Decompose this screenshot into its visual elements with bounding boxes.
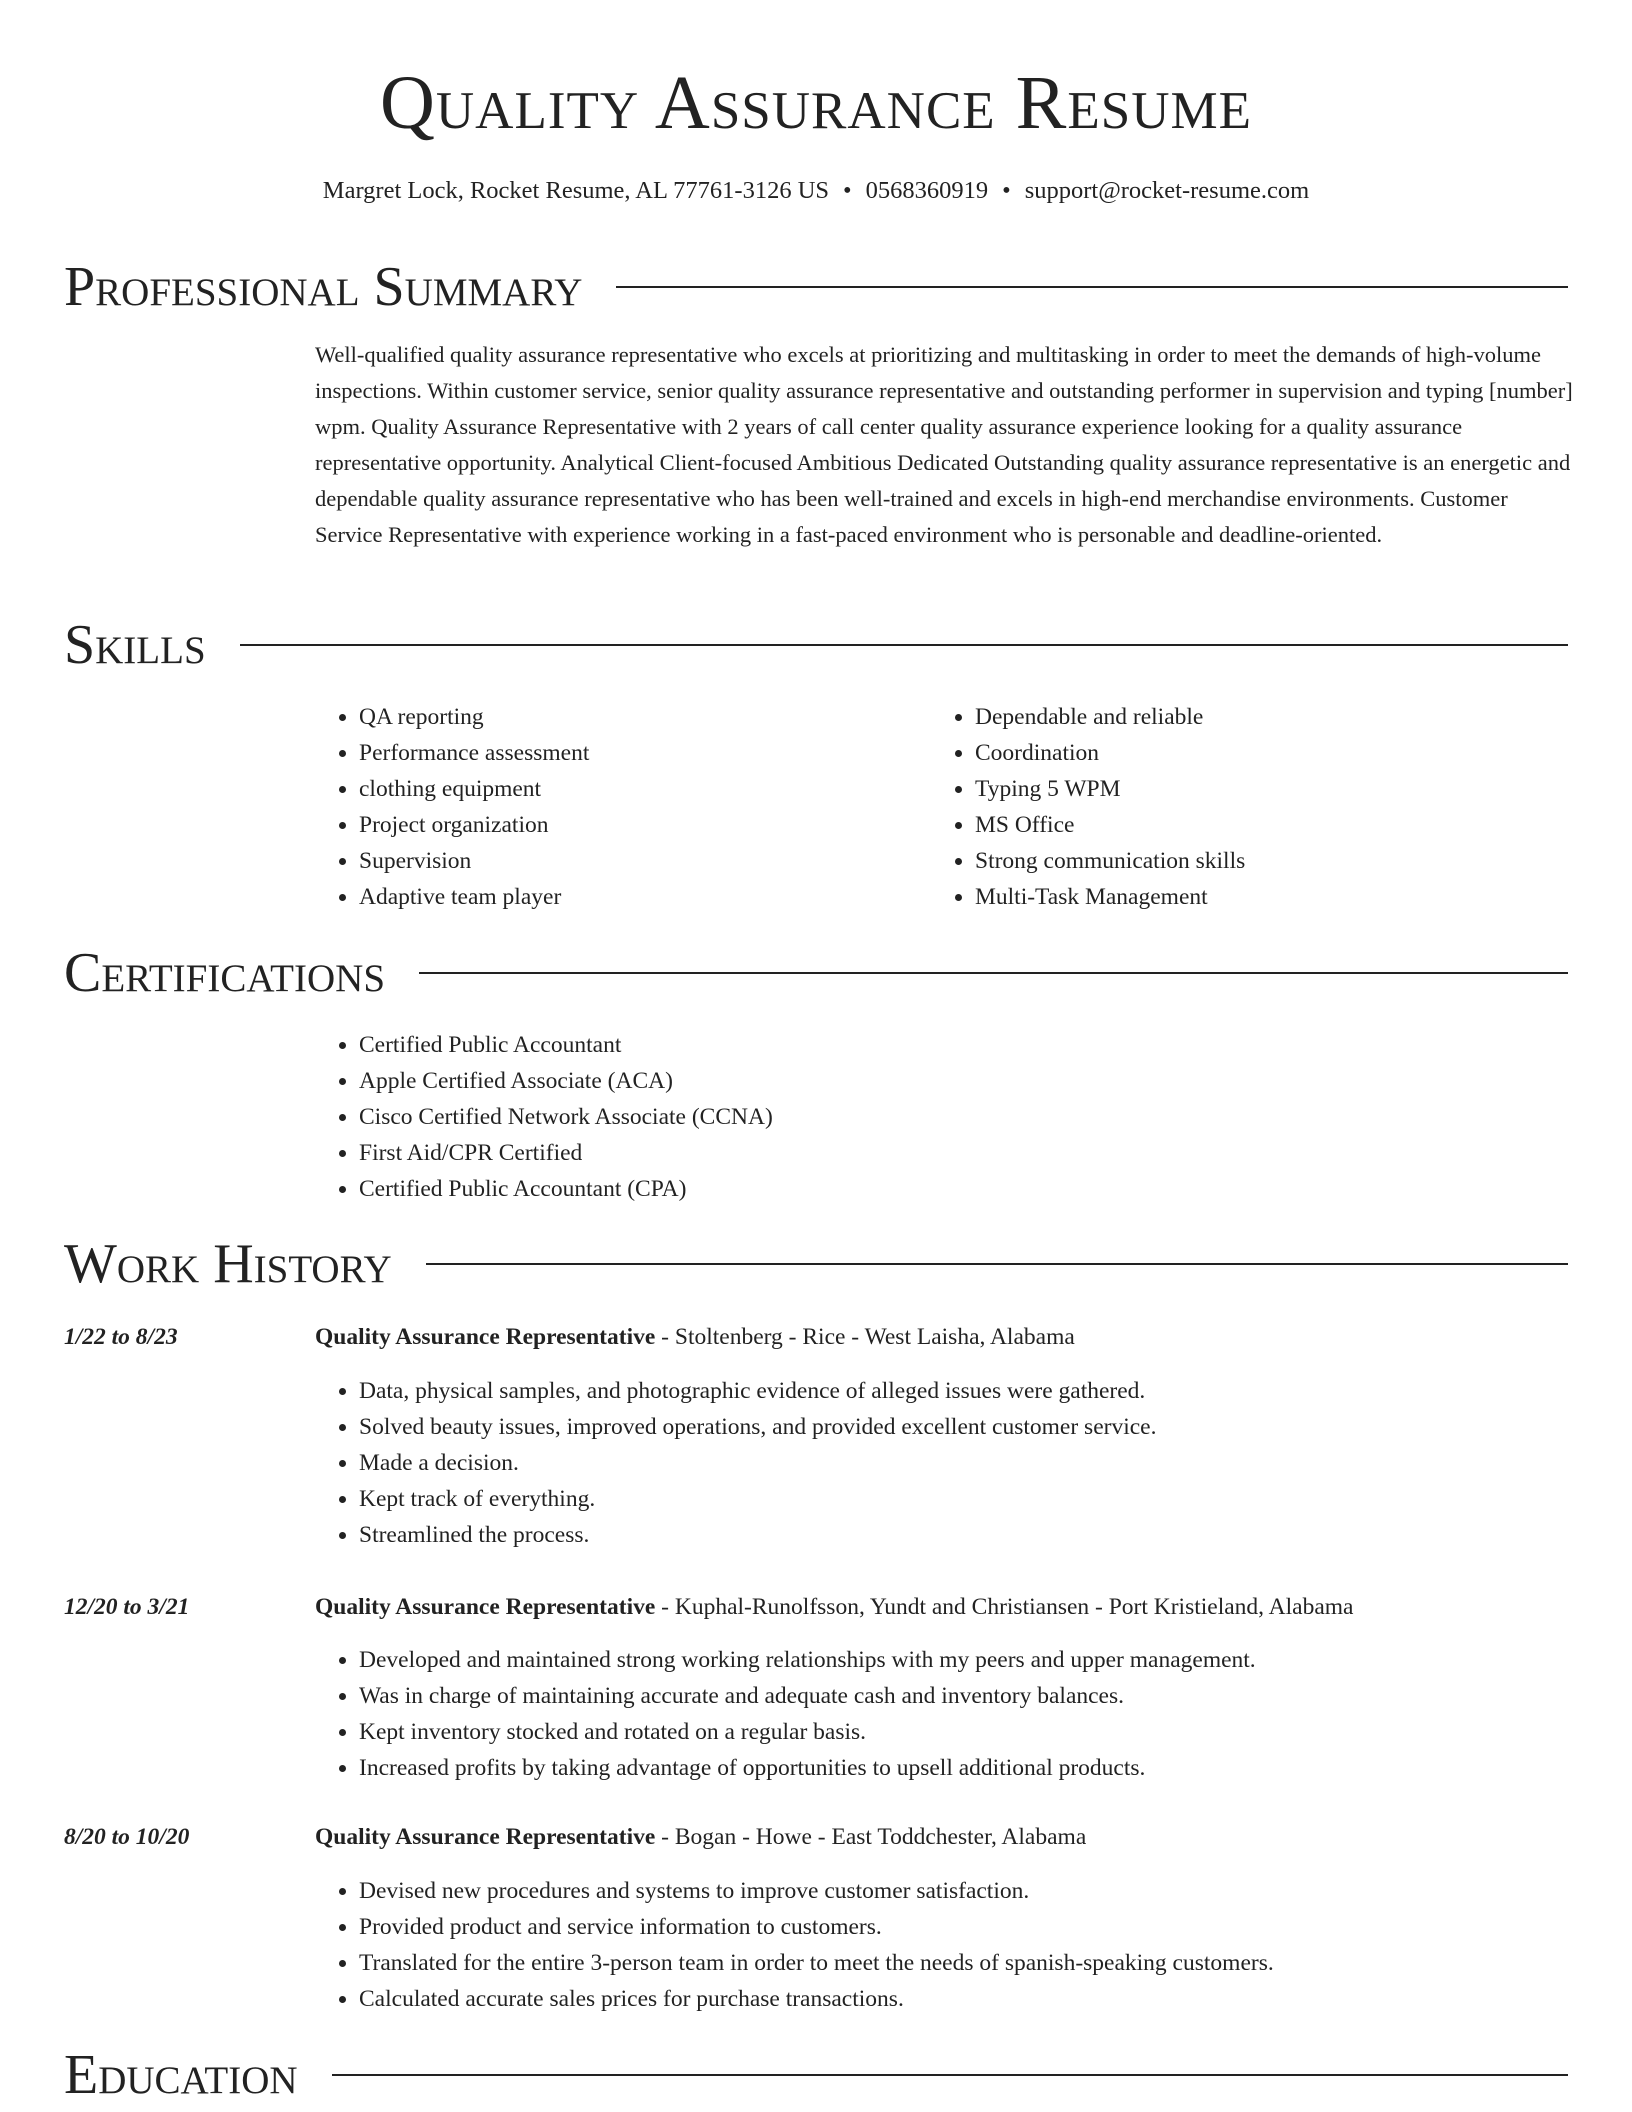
- skill-item: • MS Office: [975, 807, 1531, 843]
- skill-item: • Coordination: [975, 735, 1531, 771]
- certification-item: • First Aid/CPR Certified: [359, 1135, 1215, 1171]
- certifications-list: [315, 1027, 1215, 1207]
- skill-item: • Typing 5 WPM: [975, 771, 1531, 807]
- job-employer-location: - Bogan - Howe - East Toddchester, Alabama: [655, 1824, 1087, 1850]
- section-divider: [419, 972, 1568, 974]
- skills-column-left: [315, 699, 875, 915]
- skills-heading: Skills: [64, 614, 206, 676]
- section-divider: [332, 2074, 1568, 2076]
- education-section-header: [64, 2040, 1568, 2110]
- skill-item: • QA reporting: [359, 699, 875, 735]
- responsibility-item: • Kept track of everything.: [359, 1481, 1575, 1517]
- skills-section-header: [64, 610, 1568, 680]
- certification-item: • Certified Public Accountant: [359, 1027, 1215, 1063]
- certifications-heading: Certifications: [64, 942, 386, 1004]
- responsibility-item: • Made a decision.: [359, 1445, 1575, 1481]
- responsibility-item: • Calculated accurate sales prices for purchase transactions.: [359, 1981, 1575, 2017]
- certification-item: • Certified Public Accountant (CPA): [359, 1171, 1215, 1207]
- job-title: Quality Assurance Representative: [315, 1824, 656, 1850]
- responsibility-item: • Solved beauty issues, improved operations, and provided excellent customer service.: [359, 1409, 1575, 1445]
- responsibility-item: • Translated for the entire 3-person team in order to meet the needs of spanish-speaking customers.: [359, 1945, 1575, 1981]
- responsibility-item: • Increased profits by taking advantage of opportunities to upsell additional products.: [359, 1750, 1575, 1786]
- summary-heading: Professional Summary: [64, 256, 583, 318]
- job-heading: [315, 1319, 1075, 1355]
- responsibility-item: • Provided product and service information to customers.: [359, 1909, 1575, 1945]
- certification-item: • Cisco Certified Network Associate (CCNA): [359, 1099, 1215, 1135]
- job-responsibilities: [315, 1373, 1575, 1553]
- responsibility-item: • Streamlined the process.: [359, 1517, 1575, 1553]
- job-dates: 1/22 to 8/23: [64, 1324, 178, 1350]
- summary-section-header: [64, 252, 1568, 322]
- certification-item: • Apple Certified Associate (ACA): [359, 1063, 1215, 1099]
- contact-phone: 0568360919: [865, 177, 989, 204]
- education-heading: Education: [64, 2044, 298, 2106]
- certifications-section-header: [64, 938, 1568, 1008]
- skill-item: • Supervision: [359, 843, 875, 879]
- job-responsibilities: [315, 1642, 1575, 1786]
- section-divider: [616, 286, 1568, 288]
- responsibility-item: • Was in charge of maintaining accurate and adequate cash and inventory balances.: [359, 1678, 1575, 1714]
- skills-column-right: [931, 699, 1531, 915]
- contact-separator: •: [1002, 177, 1011, 204]
- section-divider: [426, 1263, 1568, 1265]
- responsibility-item: • Kept inventory stocked and rotated on a regular basis.: [359, 1714, 1575, 1750]
- skill-item: • Multi-Task Management: [975, 879, 1531, 915]
- summary-text: Well-qualified quality assurance representative who excels at prioritizing and multitasking in order to meet the demands of high-volume inspections. Within customer service, senior quality assurance representative and outstanding performer in supervision and typing [number] wpm. Quality Assurance Representative with 2 years of call center quality assurance experience looking for a quality assurance representative opportunity. Analytical Client-focused Ambitious Dedicated Outstanding quality assurance representative is an energetic and dependable quality assurance representative who has been well-trained and excels in high-end merchandise environments. Customer Service Representative with experience working in a fast-paced environment who is personable and deadline-oriented.: [315, 342, 1573, 547]
- skill-item: • Project organization: [359, 807, 875, 843]
- responsibility-item: • Developed and maintained strong working relationships with my peers and upper management.: [359, 1642, 1575, 1678]
- responsibility-item: • Devised new procedures and systems to improve customer satisfaction.: [359, 1873, 1575, 1909]
- contact-line: [0, 174, 1632, 208]
- resume-title: Quality Assurance Resume: [380, 61, 1252, 145]
- job-title: Quality Assurance Representative: [315, 1594, 656, 1620]
- skill-item: • Strong communication skills: [975, 843, 1531, 879]
- section-divider: [240, 644, 1568, 646]
- job-heading: [315, 1589, 1353, 1625]
- contact-email: support@rocket-resume.com: [1024, 177, 1310, 204]
- job-responsibilities: [315, 1873, 1575, 2017]
- job-employer-location: - Stoltenberg - Rice - West Laisha, Alabama: [655, 1324, 1075, 1350]
- skill-item: • Adaptive team player: [359, 879, 875, 915]
- job-title: Quality Assurance Representative: [315, 1324, 656, 1350]
- job-dates: 12/20 to 3/21: [64, 1594, 190, 1620]
- contact-address: Margret Lock, Rocket Resume, AL 77761-3126 US: [322, 177, 830, 204]
- work-history-heading: Work History: [64, 1233, 392, 1295]
- skill-item: • Dependable and reliable: [975, 699, 1531, 735]
- job-employer-location: - Kuphal-Runolfsson, Yundt and Christiansen - Port Kristieland, Alabama: [655, 1594, 1354, 1620]
- contact-separator: •: [843, 177, 852, 204]
- skill-item: • Performance assessment: [359, 735, 875, 771]
- skill-item: • clothing equipment: [359, 771, 875, 807]
- work-history-section-header: [64, 1229, 1568, 1299]
- job-dates: 8/20 to 10/20: [64, 1824, 190, 1850]
- job-heading: [315, 1819, 1086, 1855]
- responsibility-item: • Data, physical samples, and photographic evidence of alleged issues were gathered.: [359, 1373, 1575, 1409]
